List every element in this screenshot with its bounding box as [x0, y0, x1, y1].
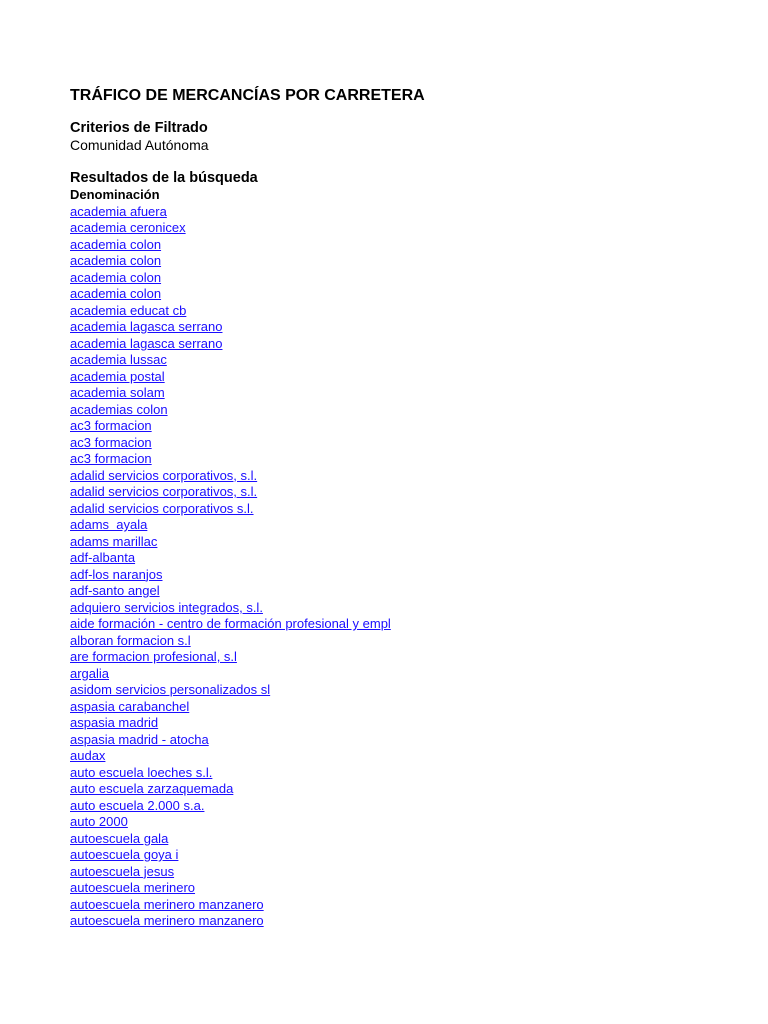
- result-link[interactable]: audax: [70, 748, 106, 763]
- result-list-item: [70, 253, 730, 270]
- result-link[interactable]: academia lagasca serrano: [70, 319, 223, 334]
- result-link[interactable]: adams marillac: [70, 533, 158, 549]
- result-link[interactable]: academia colon: [70, 253, 162, 268]
- result-list-item: [70, 748, 730, 765]
- result-link[interactable]: aspasia carabanchel: [70, 698, 190, 714]
- result-list-item: [70, 484, 730, 501]
- result-link[interactable]: aspasia madrid - atocha: [70, 731, 209, 747]
- result-link[interactable]: adams ayala: [70, 517, 148, 532]
- result-list-item: [70, 220, 730, 237]
- result-list-item: [70, 831, 730, 848]
- result-link[interactable]: academia ceronicex: [70, 220, 186, 235]
- result-link[interactable]: adalid servicios corporativos s.l.: [70, 500, 254, 516]
- result-link[interactable]: autoescuela merinero: [70, 880, 196, 895]
- result-list-item: [70, 897, 730, 914]
- result-link[interactable]: academia educat cb: [70, 302, 187, 318]
- result-link[interactable]: autoescuela goya i: [70, 847, 179, 862]
- result-list-item: [70, 880, 730, 897]
- result-list-item: [70, 847, 730, 864]
- column-header-denominacion: Denominación: [70, 187, 160, 202]
- result-list-item: [70, 402, 730, 419]
- result-list-item: [70, 468, 730, 485]
- result-link[interactable]: auto escuela zarzaquemada: [70, 781, 234, 796]
- result-list-item: [70, 385, 730, 402]
- result-list-item: [70, 286, 730, 303]
- result-link[interactable]: academias colon: [70, 401, 168, 417]
- result-link[interactable]: academia colon: [70, 236, 162, 252]
- result-link[interactable]: aspasia madrid: [70, 715, 159, 730]
- result-link[interactable]: adalid servicios corporativos, s.l.: [70, 467, 258, 483]
- results-heading: Resultados de la búsqueda: [70, 170, 258, 186]
- result-link[interactable]: adquiero servicios integrados, s.l.: [70, 599, 263, 615]
- result-list-item: [70, 418, 730, 435]
- result-list-item: [70, 550, 730, 567]
- result-list-item: [70, 567, 730, 584]
- result-list-item: [70, 798, 730, 815]
- result-list-item: [70, 501, 730, 518]
- result-link[interactable]: academia colon: [70, 269, 162, 285]
- result-link[interactable]: academia postal: [70, 368, 165, 384]
- result-link[interactable]: autoescuela gala: [70, 830, 169, 846]
- result-list-item: [70, 732, 730, 749]
- result-link[interactable]: academia lagasca serrano: [70, 335, 223, 351]
- result-link[interactable]: auto escuela loeches s.l.: [70, 764, 213, 780]
- result-link[interactable]: adf-albanta: [70, 550, 136, 565]
- result-list-item: [70, 913, 730, 930]
- results-list: [70, 204, 730, 930]
- result-list-item: [70, 682, 730, 699]
- result-link[interactable]: ac3 formacion: [70, 418, 152, 433]
- result-list-item: [70, 303, 730, 320]
- result-link[interactable]: academia afuera: [70, 203, 167, 219]
- result-list-item: [70, 270, 730, 287]
- result-link[interactable]: auto escuela 2.000 s.a.: [70, 797, 205, 813]
- result-list-item: [70, 451, 730, 468]
- result-list-item: [70, 864, 730, 881]
- result-list-item: [70, 237, 730, 254]
- result-list-item: [70, 633, 730, 650]
- result-link[interactable]: auto 2000: [70, 814, 128, 829]
- result-list-item: [70, 319, 730, 336]
- result-list-item: [70, 814, 730, 831]
- result-list-item: [70, 583, 730, 600]
- result-list-item: [70, 666, 730, 683]
- result-link[interactable]: adalid servicios corporativos, s.l.: [70, 484, 258, 499]
- result-list-item: [70, 649, 730, 666]
- result-link[interactable]: academia solam: [70, 385, 165, 400]
- result-list-item: [70, 534, 730, 551]
- result-link[interactable]: adf-santo angel: [70, 583, 160, 598]
- document-page: [70, 86, 730, 930]
- result-list-item: [70, 517, 730, 534]
- result-link[interactable]: autoescuela merinero manzanero: [70, 913, 264, 928]
- result-link[interactable]: academia lussac: [70, 352, 167, 367]
- result-link[interactable]: ac3 formacion: [70, 434, 152, 450]
- result-list-item: [70, 352, 730, 369]
- result-link[interactable]: autoescuela jesus: [70, 863, 175, 879]
- result-list-item: [70, 336, 730, 353]
- result-link[interactable]: asidom servicios personalizados sl: [70, 682, 271, 697]
- result-link[interactable]: are formacion profesional, s.l: [70, 649, 237, 664]
- result-link[interactable]: alboran formacion s.l: [70, 632, 191, 648]
- result-link[interactable]: ac3 formacion: [70, 451, 152, 466]
- result-list-item: [70, 600, 730, 617]
- result-list-item: [70, 715, 730, 732]
- result-list-item: [70, 435, 730, 452]
- page-title: TRÁFICO DE MERCANCÍAS POR CARRETERA: [70, 87, 425, 104]
- result-link[interactable]: argalia: [70, 665, 110, 681]
- result-list-item: [70, 616, 730, 633]
- result-link[interactable]: autoescuela merinero manzanero: [70, 896, 264, 912]
- result-list-item: [70, 204, 730, 221]
- result-list-item: [70, 781, 730, 798]
- filter-criteria-heading: Criterios de Filtrado: [70, 120, 208, 136]
- result-list-item: [70, 765, 730, 782]
- result-link[interactable]: adf-los naranjos: [70, 566, 163, 582]
- filter-criteria-value: Comunidad Autónoma: [70, 137, 209, 153]
- result-list-item: [70, 699, 730, 716]
- result-link[interactable]: academia colon: [70, 286, 162, 301]
- result-list-item: [70, 369, 730, 386]
- result-link[interactable]: aide formación - centro de formación profesional y empl: [70, 616, 391, 631]
